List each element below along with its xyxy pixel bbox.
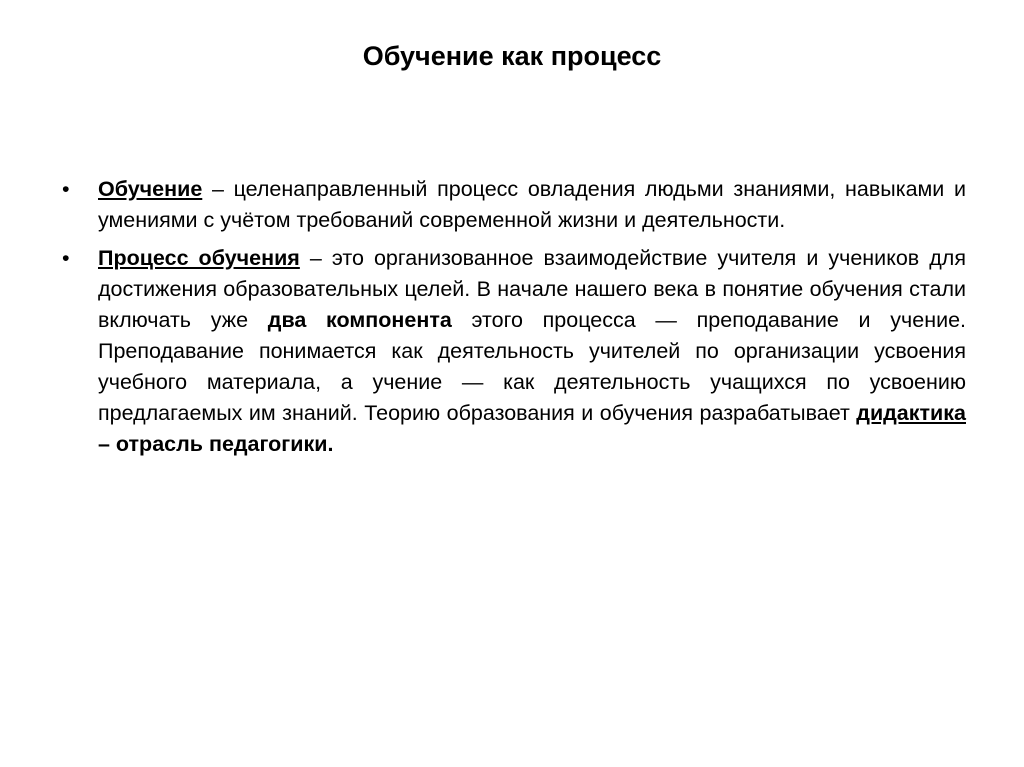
learning-process-text-start: – это организованное взаимодействие учителя и учеников для достижения образовательных целей. В начале нашего века в понятие обучения стали включать уже — [98, 246, 966, 332]
learning-process-text-middle: этого процесса — преподавание и учение. Преподавание понимается как деятельность учителей по организации усвоения учебного материала, а учение — как деятельность учащихся по усвоению предлагаемых им знаний. Теорию образования и обучения разрабатывает — [98, 308, 967, 425]
slide-title: Обучение как процесс — [362, 41, 662, 71]
term-learning: Обучение — [98, 177, 203, 201]
didactics-definition-end: – отрасль педагогики. — [98, 432, 334, 456]
bullet-item-learning-process — [62, 243, 966, 460]
bullet-icon: • — [62, 177, 70, 201]
bullet-list — [62, 174, 966, 467]
bullet-item-definition-learning — [62, 174, 966, 236]
two-components-emphasis: два компонента — [267, 308, 452, 332]
bullet-icon: • — [62, 246, 70, 270]
term-learning-process: Процесс обучения — [98, 246, 300, 270]
term-didactics: дидактика — [856, 401, 966, 425]
definition-learning-text: – целенаправленный процесс овладения людьми знаниями, навыками и умениями с учётом требований современной жизни и деятельности. — [98, 177, 966, 232]
